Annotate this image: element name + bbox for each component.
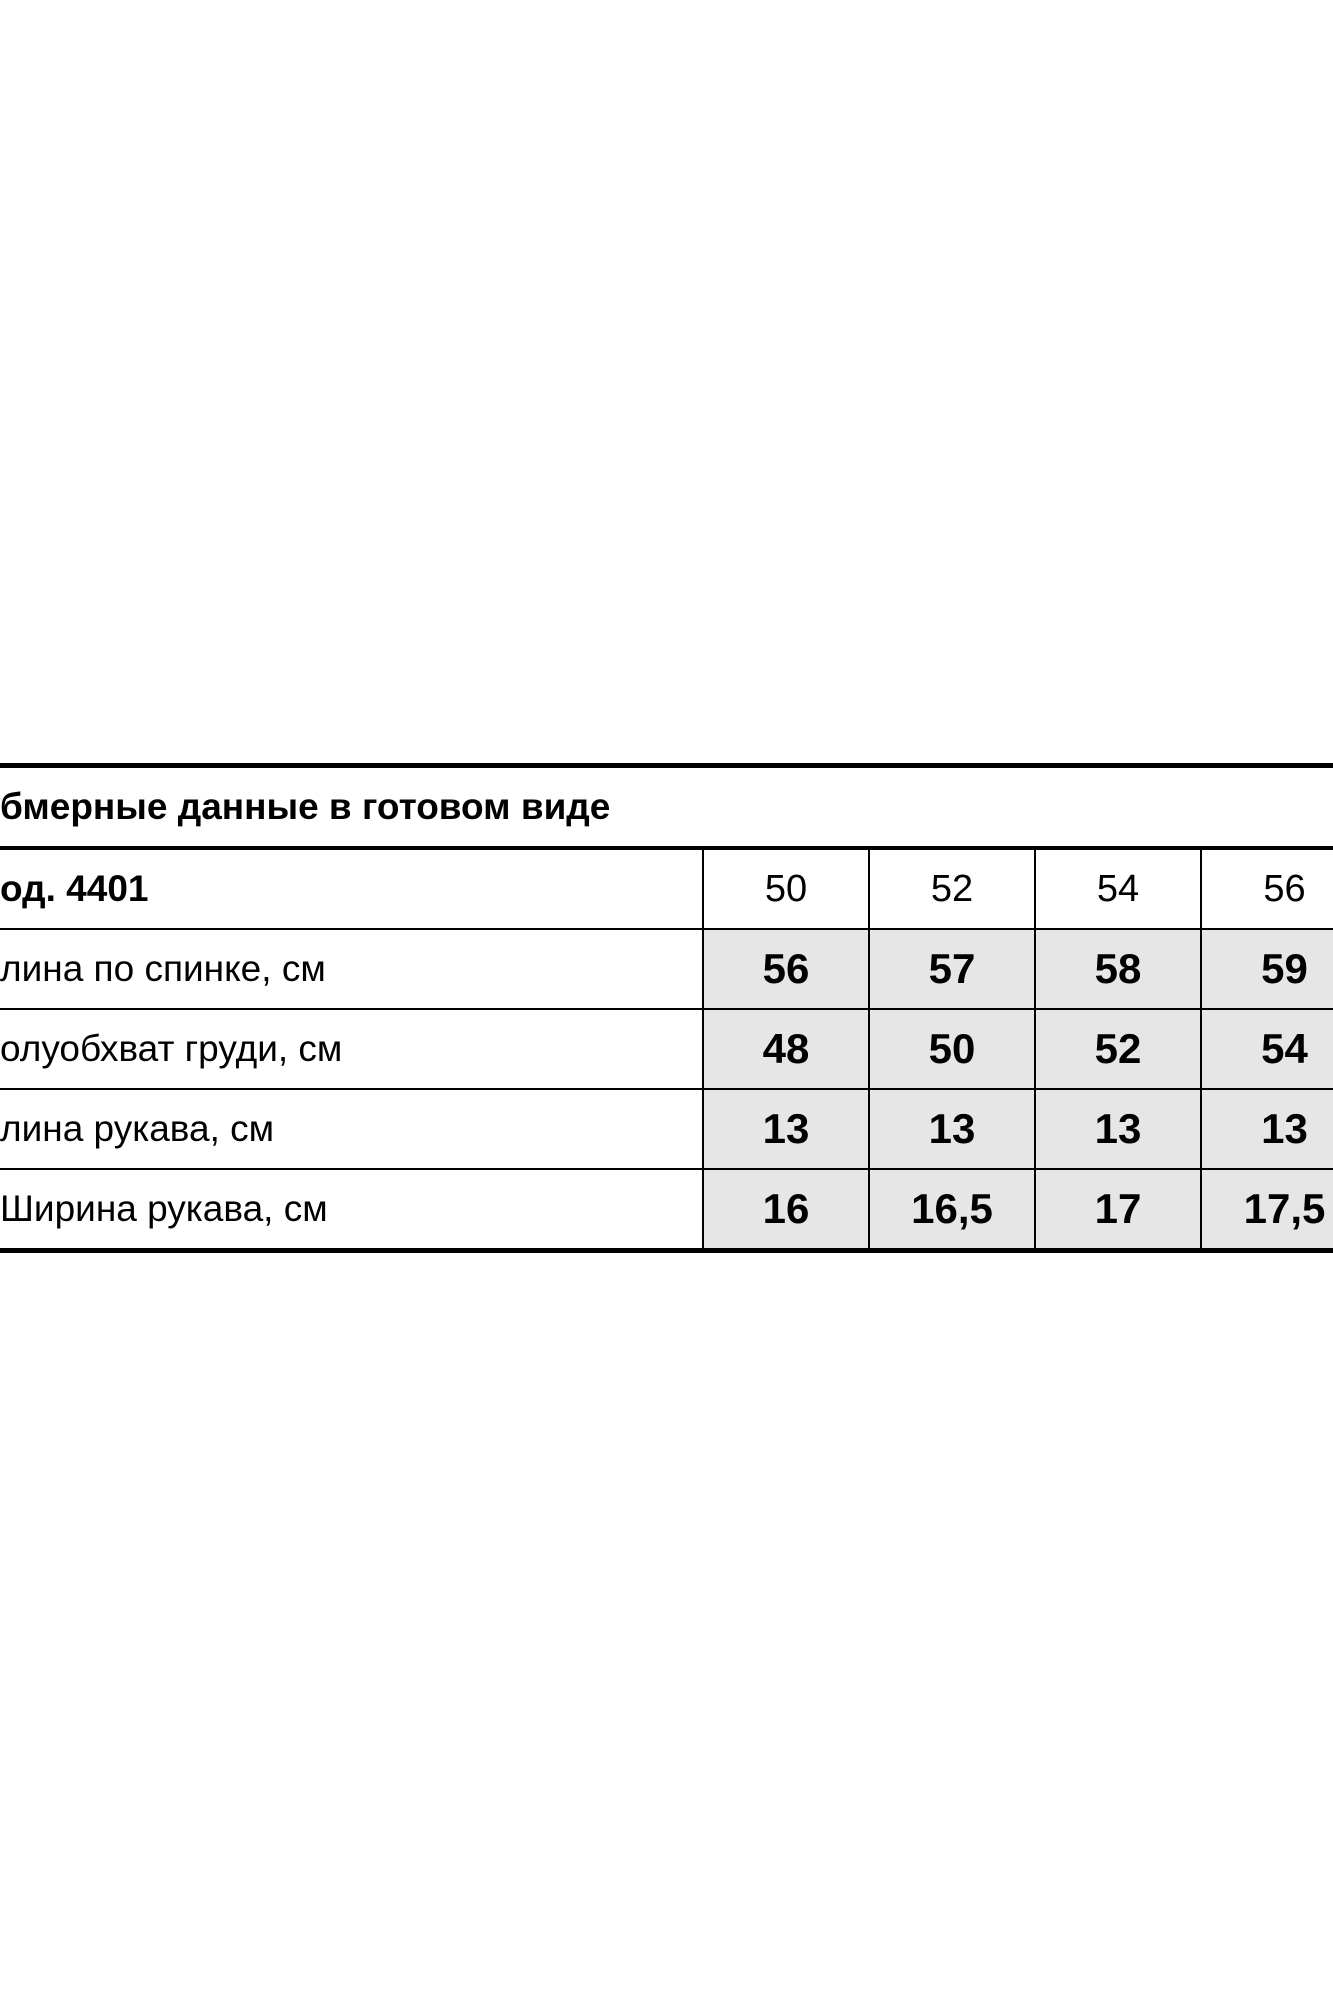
value-cell: 13	[1201, 1089, 1333, 1169]
value-cell: 57	[869, 929, 1035, 1009]
value-cell: 48	[703, 1009, 869, 1089]
value-cell: 16,5	[869, 1169, 1035, 1251]
value-cell: 59	[1201, 929, 1333, 1009]
value-cell: 13	[869, 1089, 1035, 1169]
table-row	[0, 1169, 1333, 1251]
table-row	[0, 929, 1333, 1009]
row-label: лина по спинке, см	[0, 929, 703, 1009]
size-header-row	[0, 848, 1333, 929]
table-title-row	[0, 766, 1333, 849]
size-header-cell: 52	[869, 848, 1035, 929]
value-cell: 52	[1035, 1009, 1201, 1089]
value-cell: 17,5	[1201, 1169, 1333, 1251]
value-cell: 17	[1035, 1169, 1201, 1251]
value-cell: 50	[869, 1009, 1035, 1089]
value-cell: 16	[703, 1169, 869, 1251]
table-row	[0, 1089, 1333, 1169]
size-header-cell: 54	[1035, 848, 1201, 929]
value-cell: 13	[703, 1089, 869, 1169]
size-header-cell: 50	[703, 848, 869, 929]
value-cell: 13	[1035, 1089, 1201, 1169]
value-cell: 56	[703, 929, 869, 1009]
value-cell: 58	[1035, 929, 1201, 1009]
row-label: олуобхват груди, см	[0, 1009, 703, 1089]
row-label: Ширина рукава, см	[0, 1169, 703, 1251]
model-label: од. 4401	[0, 848, 703, 929]
value-cell: 54	[1201, 1009, 1333, 1089]
row-label: лина рукава, см	[0, 1089, 703, 1169]
size-header-cell: 56	[1201, 848, 1333, 929]
table-row	[0, 1009, 1333, 1089]
size-table	[0, 763, 1333, 1253]
table-title: бмерные данные в готовом виде	[0, 766, 1333, 849]
